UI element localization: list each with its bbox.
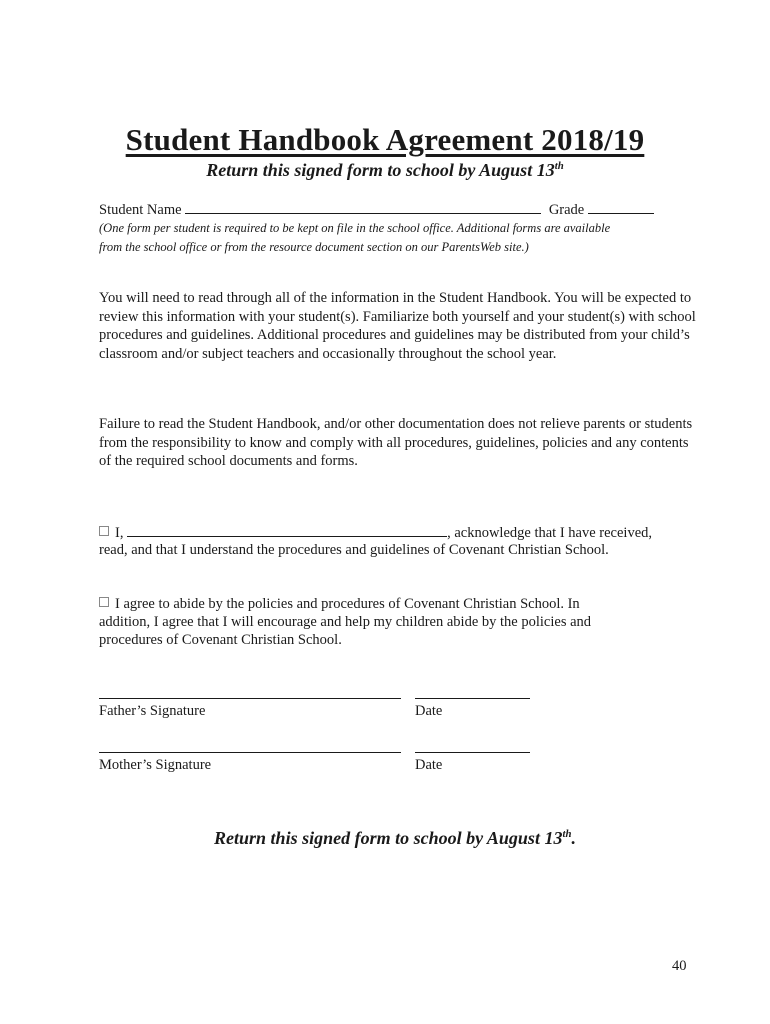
footer-return-reminder — [0, 828, 770, 849]
mother-date-line[interactable] — [415, 752, 530, 753]
acknowledge-line-2: read, and that I understand the procedures and guidelines of Covenant Christian School. — [99, 542, 609, 558]
father-date-label: Date — [415, 703, 443, 719]
footer-period: . — [571, 828, 576, 848]
subtitle-text: Return this signed form to school by August 13 — [206, 160, 555, 180]
form-note-line-1: (One form per student is required to be kept on file in the school office. Additional forms are available — [99, 221, 611, 235]
mother-date-label: Date — [415, 757, 443, 773]
student-info-row — [99, 201, 654, 219]
grade-label: Grade — [548, 202, 585, 218]
mother-signature-label: Mother’s Signature — [99, 757, 212, 773]
agree-line-1 — [99, 596, 580, 613]
footer-superscript: th — [562, 828, 572, 840]
return-deadline-subtitle — [0, 160, 770, 181]
agree-line-1-text: I agree to abide by the policies and procedures of Covenant Christian School. In — [115, 596, 580, 612]
acknowledge-checkbox[interactable] — [99, 526, 109, 536]
footer-text: Return this signed form to school by August 13 — [214, 828, 563, 848]
form-note-line-2: from the school office or from the resource document section on our ParentsWeb site.) — [99, 240, 529, 254]
agree-line-3: procedures of Covenant Christian School. — [99, 632, 342, 648]
subtitle-superscript: th — [554, 160, 564, 172]
agree-checkbox[interactable] — [99, 597, 109, 607]
paragraph-handbook: You will need to read through all of the information in the Student Handbook. You will be expected to review this information with your student(s). Familiarize both yourself and your student(s) with school procedures and guidelines. Additional procedures and guidelines may be distributed from your child’s classroom and/or subject teachers and occasionally throughout the school year. — [99, 290, 696, 362]
acknowledge-line-1 — [99, 524, 652, 542]
student-name-field[interactable] — [185, 201, 541, 214]
acknowledge-name-field[interactable] — [127, 524, 447, 537]
paragraph-failure: Failure to read the Student Handbook, and/or other documentation does not relieve parents or students from the responsibility to know and comply with all procedures, guidelines, policies and any contents of the required school documents and forms. — [99, 416, 693, 469]
acknowledge-prefix: I, — [115, 525, 124, 541]
form-note — [99, 219, 689, 257]
page-number: 40 — [672, 958, 687, 974]
father-signature-line[interactable] — [99, 698, 401, 699]
father-date-line[interactable] — [415, 698, 530, 699]
page-title: Student Handbook Agreement 2018/19 — [125, 122, 645, 157]
father-signature-label: Father’s Signature — [99, 703, 206, 719]
acknowledge-suffix: , acknowledge that I have received, — [447, 525, 653, 541]
mother-signature-line[interactable] — [99, 752, 401, 753]
student-name-label: Student Name — [99, 202, 182, 218]
grade-field[interactable] — [588, 201, 654, 214]
agree-line-2: addition, I agree that I will encourage and help my children abide by the policies and — [99, 614, 592, 630]
